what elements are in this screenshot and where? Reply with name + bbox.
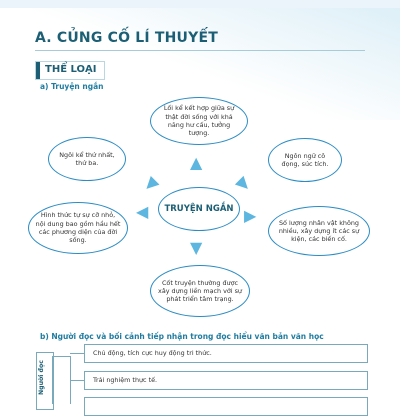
node-left: Hình thức tự sự cỡ nhỏ, nội dung bao gồm hầu hết các phương diện của đời sống. — [28, 202, 128, 254]
bracket-vertical — [52, 356, 53, 404]
reader-item: Chủ động, tích cực huy động tri thức. — [84, 344, 368, 363]
title-underline — [35, 50, 365, 51]
part-a-heading: a) Truyện ngắn — [40, 82, 104, 91]
bracket-item-2 — [70, 380, 84, 381]
arrow-up-icon: ▲ — [190, 153, 203, 172]
arrow-up-right-icon: ▶ — [233, 172, 256, 195]
arrow-left-icon: ◀ — [136, 202, 149, 221]
genre-tab — [35, 61, 105, 80]
bracket-item-1 — [70, 353, 84, 354]
center-node: TRUYỆN NGẮN — [158, 187, 240, 231]
reader-side-label: Người đọc — [38, 360, 45, 395]
node-bottom: Cốt truyện thường được xây dựng liền mạch với sự phát triển tâm trạng. — [150, 265, 250, 317]
node-top-left: Ngôi kể thứ nhất, thứ ba. — [48, 137, 126, 181]
bracket-top — [52, 356, 70, 357]
node-top-right: Ngôn ngữ cô đọng, súc tích. — [268, 138, 342, 182]
tab-accent-bar — [36, 62, 40, 79]
tab-label: THỂ LOẠI — [45, 64, 97, 75]
page-top-bar — [0, 0, 400, 8]
section-title: A. CỦNG CỐ LÍ THUYẾT — [35, 30, 218, 46]
node-top: Lối kể kết hợp giữa sự thật đời sống với khả năng hư cấu, tưởng tượng. — [150, 97, 248, 145]
node-right: Số lượng nhân vật không nhiều, xây dựng ít các sự kiện, các biến cố. — [268, 206, 370, 256]
arrow-up-left-icon: ◀ — [138, 172, 161, 195]
reader-item: Trải nghiệm thực tế. — [84, 371, 368, 390]
arrow-down-icon: ▼ — [190, 238, 203, 257]
arrow-right-icon: ▶ — [244, 206, 257, 225]
part-b-heading: b) Người đọc và bối cảnh tiếp nhận trong đọc hiểu văn bản văn học — [40, 332, 324, 341]
